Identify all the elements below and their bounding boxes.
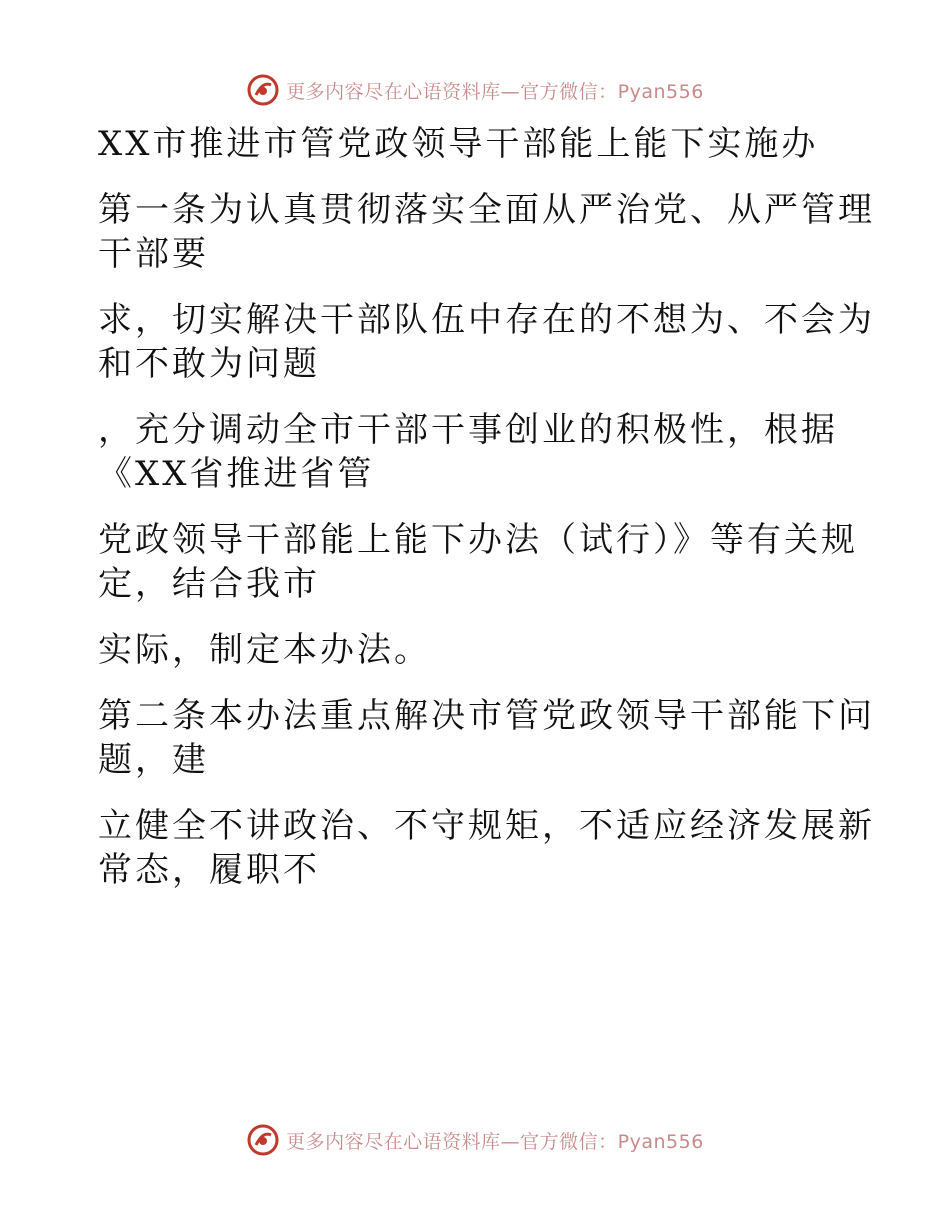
red-circle-logo-icon [246,1123,280,1157]
text-line: 和不敢为问题 [98,344,320,384]
text-line: 第二条本办法重点解决市管党政领导干部能下问 [98,696,875,736]
paragraph-1 [98,188,875,276]
text-line: 第一条为认真贯彻落实全面从严治党、从严管理 [98,190,875,230]
document-title-line: XX市推进市管党政领导干部能上能下实施办 [98,124,819,164]
footer-watermark [0,1120,950,1160]
text-line: 实际，制定本办法。 [98,630,431,670]
header-watermark [0,70,950,110]
paragraph-3 [98,408,838,496]
header-watermark-text: 更多内容尽在心语资料库—官方微信：Pyan556 [286,80,704,103]
text-line: 题，建 [98,740,209,780]
text-line: 党政领导干部能上能下办法（试行）》等有关规 [98,520,858,560]
red-circle-logo-icon [246,73,280,107]
paragraph-5 [98,628,838,672]
paragraph-2 [98,298,875,386]
paragraph-7 [98,804,875,892]
text-line: 立健全不讲政治、不守规矩，不适应经济发展新 [98,806,875,846]
footer-watermark-text: 更多内容尽在心语资料库—官方微信：Pyan556 [286,1130,704,1153]
text-line: 求，切实解决干部队伍中存在的不想为、不会为 [98,300,875,340]
text-line: 《XX省推进省管 [98,454,375,494]
paragraph-6 [98,694,875,782]
paragraph-4 [98,518,858,606]
document-body [98,122,875,892]
text-line: 定，结合我市 [98,564,320,604]
text-line: 常态，履职不 [98,850,320,890]
text-line: 干部要 [98,234,209,274]
text-line: ，充分调动全市干部干事创业的积极性，根据 [98,410,838,450]
